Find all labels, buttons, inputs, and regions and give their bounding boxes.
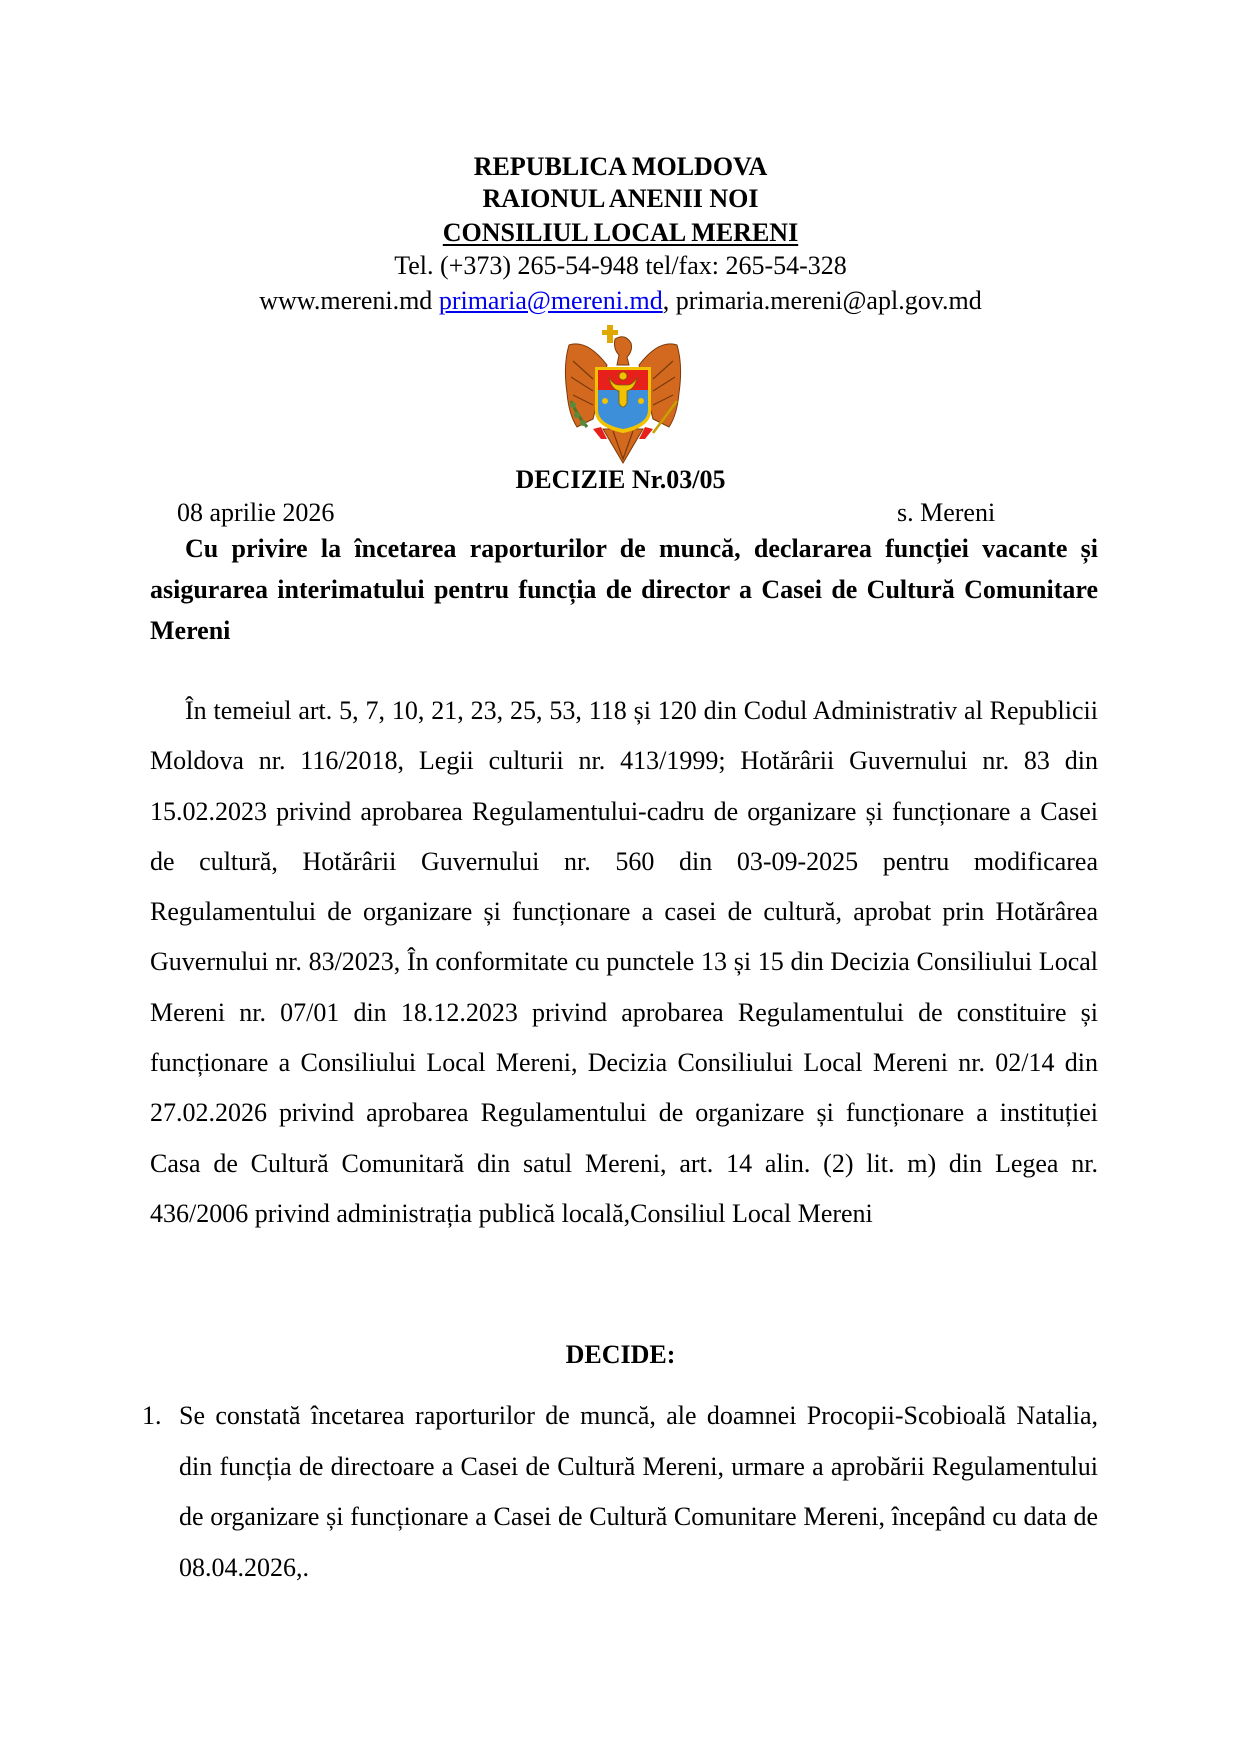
- contacts-separator: ,: [662, 286, 676, 315]
- council-name: CONSILIUL LOCAL MERENI: [442, 218, 799, 247]
- header-country: REPUBLICA MOLDOVA: [473, 152, 768, 181]
- header-phone: Tel. (+373) 265-54-948 tel/fax: 265-54-328: [394, 251, 847, 280]
- website-text: www.mereni.md: [259, 286, 433, 315]
- header-council: [0, 218, 1241, 248]
- decision-title: Cu privire la încetarea raporturilor de muncă, declararea funcției vacante și asigurarea interimatului pentru funcția de director a Casei de Cultură Comunitare Mereni: [150, 534, 1098, 645]
- email-secondary: primaria.mereni@apl.gov.md: [675, 286, 982, 315]
- decision-date: 08 aprilie 2026: [177, 498, 335, 527]
- coat-of-arms-icon: [563, 321, 683, 465]
- list-item-text: Se constată încetarea raporturilor de muncă, ale doamnei Procopii-Scobioală Natalia, din funcția de directoare a Casei de Cultură Mereni, urmare a aprobării Regulamentului de organizare și funcționare a Casei de Cultură Comunitare Mereni, începând cu data de 08.04.2026,.: [179, 1401, 1098, 1582]
- list-item: [142, 1391, 1098, 1593]
- decision-number: DECIZIE Nr.03/05: [515, 465, 726, 494]
- decide-heading: DECIDE:: [565, 1340, 676, 1369]
- header-contacts: [0, 286, 1241, 316]
- decision-items-list: [142, 1391, 1098, 1593]
- list-item-number: 1.: [142, 1401, 162, 1430]
- date-place-row: [0, 498, 1241, 528]
- header-district: RAIONUL ANENII NOI: [482, 184, 759, 213]
- decision-place: s. Mereni: [897, 498, 996, 527]
- preamble-paragraph: În temeiul art. 5, 7, 10, 21, 23, 25, 53, 118 și 120 din Codul Administrativ al Republicii Moldova nr. 116/2018, Legii culturii nr. 413/1999; Hotărârii Guvernului nr. 83 din 15.02.2023 privind aprobarea Regulamentului-cadru de organizare și funcționare a Casei de cultură, Hotărârii Guvernului nr. 560 din 03-09-2025 pentru modificarea Regulamentului de organizare și funcționare a casei de cultură, aprobat prin Hotărârea Guvernului nr. 83/2023, În conformitate cu punctele 13 și 15 din Decizia Consiliului Local Mereni nr. 07/01 din 18.12.2023 privind aprobarea Regulamentului de constituire și funcționare a Consiliului Local Mereni, Decizia Consiliului Local Mereni nr. 02/14 din 27.02.2026 privind aprobarea Regulamentului de organizare și funcționare a instituției Casa de Cultură Comunitară din satul Mereni, art. 14 alin. (2) lit. m) din Legea nr. 436/2006 privind administrația publică locală,Consiliul Local Mereni: [150, 696, 1098, 1228]
- email-link[interactable]: primaria@mereni.md: [438, 286, 663, 315]
